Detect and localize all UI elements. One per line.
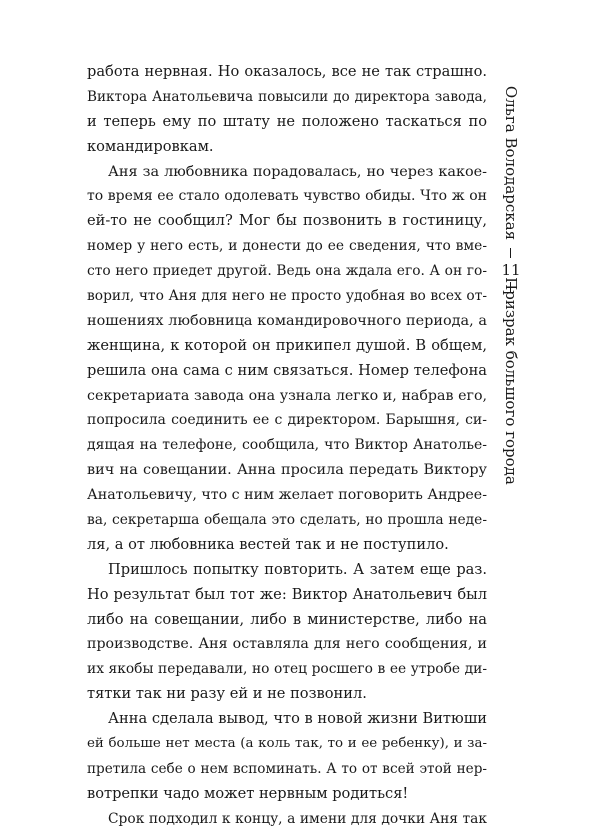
- author-name: Ольга Володарская: [502, 85, 520, 241]
- text-line: вотрепки чадо может нервным родиться!: [87, 784, 409, 802]
- text-line: работа нервная. Но оказалось, все не так страшно.: [87, 63, 487, 80]
- text-line: Аня за любовника порадовалась, но через какое-: [108, 163, 487, 180]
- text-line: Срок подходил к концу, а имени для дочки Аня так: [108, 810, 487, 827]
- text-line: номер у него есть, и донести до ее сведения, что вме-: [87, 238, 487, 255]
- text-line: попросила соединить ее с директором. Барышня, си-: [87, 412, 487, 429]
- text-line: решила она сама с ним связаться. Номер телефона: [87, 361, 487, 379]
- text-line: ля, а от любовника вестей так и не поступило.: [87, 535, 449, 553]
- running-header: [496, 0, 526, 750]
- text-line: женщина, к которой он прикипел душой. В общем,: [87, 336, 487, 354]
- text-line: секретариата завода она узнала легко и, набрав его,: [87, 387, 487, 404]
- text-line: их якобы передавали, но отец росшего в ее утробе ди-: [87, 661, 487, 678]
- text-line: ношениях любовница командировочного периода, а: [87, 312, 487, 329]
- page-number: 11: [501, 261, 521, 279]
- text-line: командировкам.: [87, 137, 214, 155]
- text-line: производстве. Аня оставляла для него сообщения, и: [87, 636, 487, 653]
- book-title: Призрак большого города: [502, 277, 520, 485]
- text-line: ей-то не сообщил? Мог бы позвонить в гостиницу,: [87, 212, 487, 230]
- text-line: дящая на телефоне, сообщила, что Виктор Анатолье-: [87, 437, 487, 454]
- text-line: и теперь ему по штату не положено таскаться по: [87, 112, 487, 130]
- text-line: тятки так ни разу ей и не позвонил.: [87, 685, 367, 703]
- text-line: Анатольевичу, что с ним желает поговорить Андрее-: [87, 487, 487, 504]
- text-line: вич на совещании. Анна просила передать Виктору: [87, 462, 487, 479]
- text-line: ей больше нет места (а коль так, то и ее ребенку), и за-: [87, 736, 487, 752]
- header-divider-top: [510, 248, 511, 258]
- text-line: ворил, что Аня для него не просто удобная во всех от-: [87, 288, 487, 305]
- text-line: Виктора Анатольевича повысили до директора завода,: [87, 88, 487, 105]
- text-line: либо на совещании, либо в министерстве, либо на: [87, 610, 487, 628]
- text-line: Анна сделала вывод, что в новой жизни Витюши: [108, 710, 487, 728]
- text-line: Пришлось попытку повторить. А затем еще раз.: [108, 560, 487, 578]
- text-line: ва, секретарша обещала это сделать, но прошла неде-: [87, 512, 487, 529]
- text-line: сто него приедет другой. Ведь она ждала его. А он го-: [87, 263, 487, 280]
- page-body: [87, 60, 487, 832]
- text-line: претила себе о нем вспоминать. А то от всей этой нер-: [87, 760, 487, 777]
- text-line: Но результат был тот же: Виктор Анатольевич был: [87, 585, 487, 603]
- text-line: то время ее стало одолевать чувство обиды. Что ж он: [87, 188, 487, 205]
